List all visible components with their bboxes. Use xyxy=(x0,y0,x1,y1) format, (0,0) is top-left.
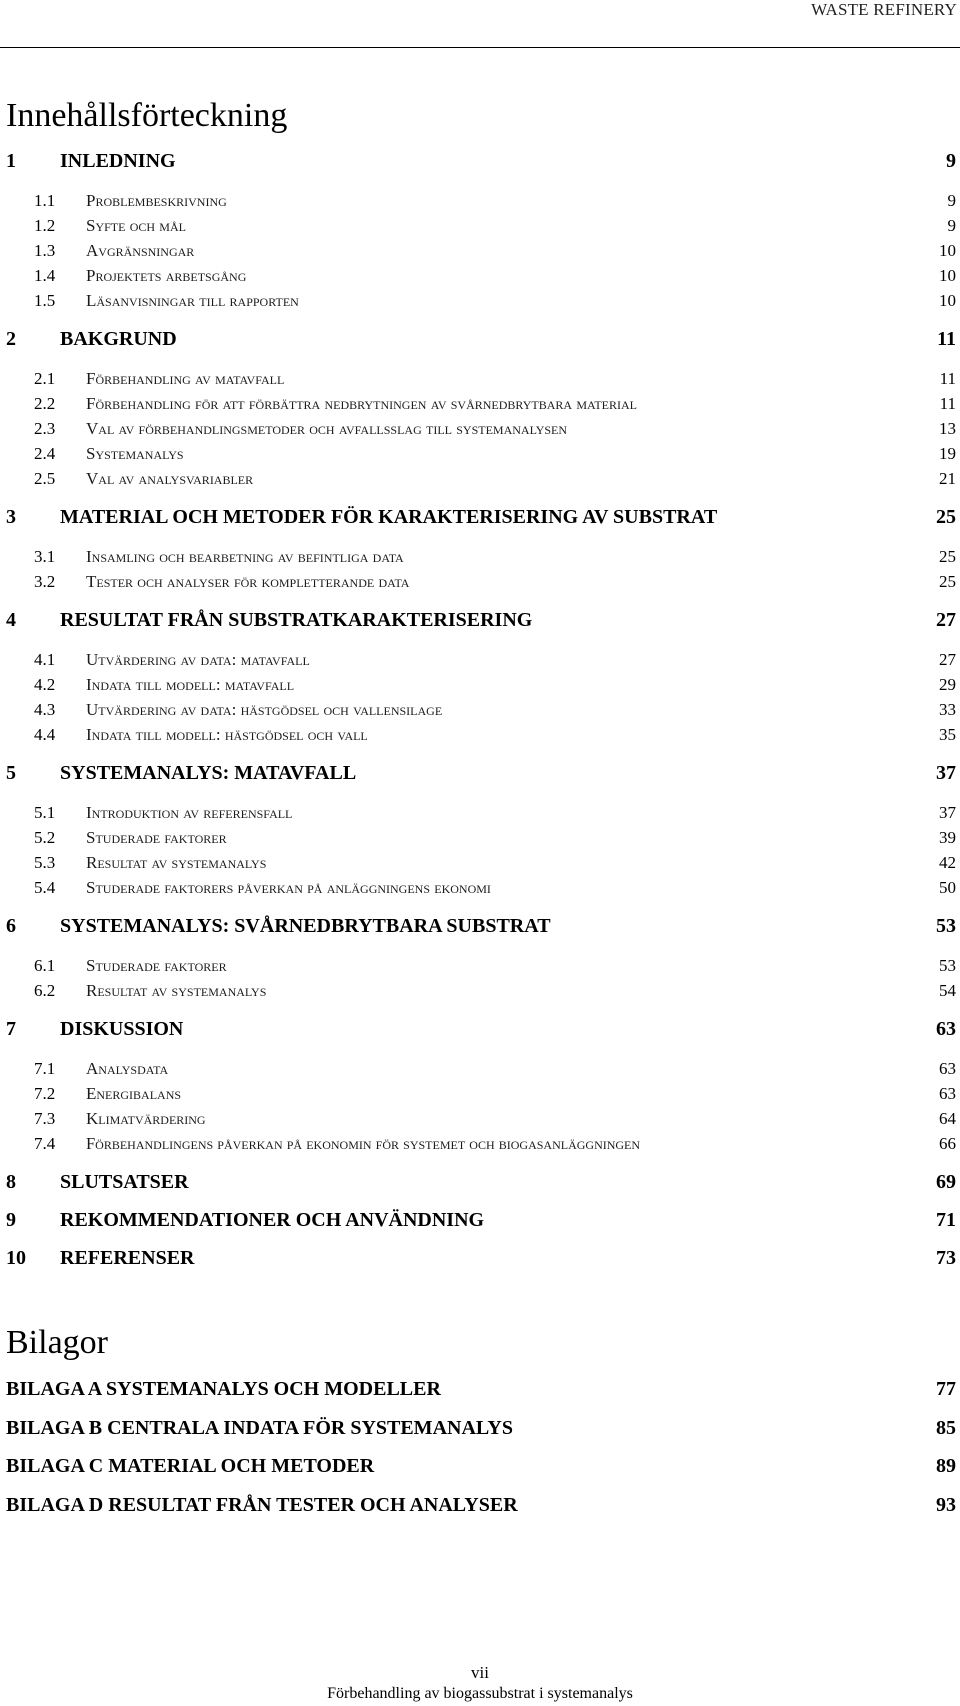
section-page: 50 xyxy=(939,878,956,897)
section-title: Läsanvisningar till rapporten xyxy=(86,291,299,310)
toc-chapter-4[interactable] xyxy=(0,607,960,633)
section-title: Indata till modell: hästgödsel och vall xyxy=(86,725,368,744)
toc-chapter-9[interactable] xyxy=(0,1207,960,1233)
toc-section-4-1[interactable] xyxy=(0,647,960,673)
chapter-page: 25 xyxy=(936,506,956,528)
section-page: 27 xyxy=(939,650,956,669)
toc-section-7-3[interactable] xyxy=(0,1106,960,1132)
toc-section-3-2[interactable] xyxy=(0,569,960,595)
chapter-page: 69 xyxy=(936,1171,956,1193)
section-page: 25 xyxy=(939,572,956,591)
chapter-title: REFERENSER xyxy=(60,1247,195,1269)
toc-section-2-5[interactable] xyxy=(0,466,960,492)
toc-section-5-1[interactable] xyxy=(0,800,960,826)
toc-section-5-3[interactable] xyxy=(0,850,960,876)
chapter-page: 73 xyxy=(936,1247,956,1269)
chapter-title: DISKUSSION xyxy=(60,1018,184,1040)
chapter-page: 9 xyxy=(946,150,956,172)
section-page: 11 xyxy=(939,394,956,413)
section-number: 3.1 xyxy=(34,547,56,566)
chapter-number: 10 xyxy=(6,1247,26,1269)
section-title: Val av förbehandlingsmetoder och avfallsslag till systemanalysen xyxy=(86,419,568,438)
section-page: 11 xyxy=(939,369,956,388)
chapter-title: MATERIAL OCH METODER FÖR KARAKTERISERING AV SUBSTRAT xyxy=(60,506,718,528)
section-title: Indata till modell: matavfall xyxy=(86,675,295,694)
toc-section-6-1[interactable] xyxy=(0,953,960,979)
section-page: 54 xyxy=(939,981,956,1000)
appendices-heading: Bilagor xyxy=(6,1324,108,1361)
section-page: 29 xyxy=(939,675,956,694)
toc-section-1-5[interactable] xyxy=(0,288,960,314)
section-number: 3.2 xyxy=(34,572,56,591)
chapter-number: 2 xyxy=(6,328,16,350)
section-title: Problembeskrivning xyxy=(86,191,227,210)
toc-section-4-4[interactable] xyxy=(0,722,960,748)
section-page: 39 xyxy=(939,828,956,847)
section-page: 66 xyxy=(939,1134,956,1153)
section-title: Projektets arbetsgång xyxy=(86,266,247,285)
toc-section-3-1[interactable] xyxy=(0,544,960,570)
section-page: 35 xyxy=(939,725,956,744)
appendix-page: 93 xyxy=(936,1494,956,1516)
section-number: 1.4 xyxy=(34,266,56,285)
section-title: Utvärdering av data: hästgödsel och vallensilage xyxy=(86,700,443,719)
section-title: Utvärdering av data: matavfall xyxy=(86,650,310,669)
section-title: Tester och analyser för kompletterande data xyxy=(86,572,410,591)
section-title: Systemanalys xyxy=(86,444,184,463)
toc-appendix-b[interactable] xyxy=(0,1415,960,1441)
section-page: 33 xyxy=(939,700,956,719)
chapter-title: INLEDNING xyxy=(60,150,176,172)
chapter-page: 71 xyxy=(936,1209,956,1231)
toc-section-6-2[interactable] xyxy=(0,978,960,1004)
toc-chapter-2[interactable] xyxy=(0,326,960,352)
section-page: 37 xyxy=(939,803,956,822)
toc-appendix-d[interactable] xyxy=(0,1492,960,1518)
section-title: Resultat av systemanalys xyxy=(86,853,267,872)
toc-section-1-1[interactable] xyxy=(0,188,960,214)
section-page: 10 xyxy=(939,266,956,285)
chapter-title: SYSTEMANALYS: MATAVFALL xyxy=(60,762,357,784)
section-title: Studerade faktorers påverkan på anläggningens ekonomi xyxy=(86,878,491,897)
toc-section-4-2[interactable] xyxy=(0,672,960,698)
toc-section-2-4[interactable] xyxy=(0,441,960,467)
chapter-page: 53 xyxy=(936,915,956,937)
section-title: Klimatvärdering xyxy=(86,1109,206,1128)
toc-section-7-1[interactable] xyxy=(0,1056,960,1082)
section-number: 7.3 xyxy=(34,1109,56,1128)
chapter-title: RESULTAT FRÅN SUBSTRATKARAKTERISERING xyxy=(60,609,533,631)
toc-section-2-2[interactable] xyxy=(0,391,960,417)
section-number: 4.1 xyxy=(34,650,56,669)
running-header: WASTE REFINERY xyxy=(811,0,957,19)
section-number: 1.3 xyxy=(34,241,56,260)
section-page: 53 xyxy=(939,956,956,975)
section-number: 1.1 xyxy=(34,191,56,210)
toc-appendix-a[interactable] xyxy=(0,1376,960,1402)
section-title: Introduktion av referensfall xyxy=(86,803,293,822)
section-number: 2.3 xyxy=(34,419,56,438)
chapter-number: 3 xyxy=(6,506,16,528)
section-number: 6.2 xyxy=(34,981,56,1000)
toc-chapter-7[interactable] xyxy=(0,1016,960,1042)
section-number: 2.4 xyxy=(34,444,56,463)
section-number: 7.2 xyxy=(34,1084,56,1103)
section-title: Energibalans xyxy=(86,1084,182,1103)
section-number: 1.2 xyxy=(34,216,56,235)
section-number: 7.4 xyxy=(34,1134,56,1153)
section-number: 1.5 xyxy=(34,291,56,310)
section-title: Studerade faktorer xyxy=(86,828,227,847)
section-number: 5.4 xyxy=(34,878,56,897)
chapter-number: 1 xyxy=(6,150,16,172)
section-title: Förbehandling för att förbättra nedbrytningen av svårnedbrytbara material xyxy=(86,394,638,413)
section-page: 63 xyxy=(939,1084,956,1103)
section-title: Förbehandlingens påverkan på ekonomin för systemet och biogasanläggningen xyxy=(86,1134,641,1153)
appendix-title: BILAGA D RESULTAT FRÅN TESTER OCH ANALYSER xyxy=(6,1494,518,1516)
chapter-page: 11 xyxy=(937,328,956,350)
toc-section-5-2[interactable] xyxy=(0,825,960,851)
toc-section-4-3[interactable] xyxy=(0,697,960,723)
section-number: 2.1 xyxy=(34,369,56,388)
chapter-title: SLUTSATSER xyxy=(60,1171,189,1193)
chapter-page: 37 xyxy=(936,762,956,784)
section-title: Studerade faktorer xyxy=(86,956,227,975)
section-number: 5.3 xyxy=(34,853,56,872)
section-page: 13 xyxy=(939,419,956,438)
chapter-number: 4 xyxy=(6,609,16,631)
section-number: 7.1 xyxy=(34,1059,56,1078)
section-number: 5.1 xyxy=(34,803,56,822)
section-number: 2.5 xyxy=(34,469,56,488)
chapter-number: 5 xyxy=(6,762,16,784)
section-title: Resultat av systemanalys xyxy=(86,981,267,1000)
chapter-title: SYSTEMANALYS: SVÅRNEDBRYTBARA SUBSTRAT xyxy=(60,915,551,937)
header-divider xyxy=(0,47,960,48)
section-title: Val av analysvariabler xyxy=(86,469,254,488)
section-number: 4.3 xyxy=(34,700,56,719)
chapter-number: 6 xyxy=(6,915,16,937)
section-title: Förbehandling av matavfall xyxy=(86,369,285,388)
section-title: Avgränsningar xyxy=(86,241,195,260)
section-number: 6.1 xyxy=(34,956,56,975)
toc-section-5-4[interactable] xyxy=(0,875,960,901)
section-page: 19 xyxy=(939,444,956,463)
section-number: 4.2 xyxy=(34,675,56,694)
toc-chapter-3[interactable] xyxy=(0,504,960,530)
chapter-number: 9 xyxy=(6,1209,16,1231)
page-number: vii xyxy=(471,1663,489,1682)
section-number: 2.2 xyxy=(34,394,56,413)
toc-chapter-8[interactable] xyxy=(0,1169,960,1195)
toc-section-2-3[interactable] xyxy=(0,416,960,442)
toc-section-7-4[interactable] xyxy=(0,1131,960,1157)
toc-appendix-c[interactable] xyxy=(0,1453,960,1479)
toc-section-7-2[interactable] xyxy=(0,1081,960,1107)
appendix-title: BILAGA A SYSTEMANALYS OCH MODELLER xyxy=(6,1378,441,1400)
chapter-number: 8 xyxy=(6,1171,16,1193)
section-page: 10 xyxy=(939,291,956,310)
section-page: 9 xyxy=(947,191,956,210)
section-page: 9 xyxy=(947,216,956,235)
section-title: Analysdata xyxy=(86,1059,169,1078)
toc-section-1-2[interactable] xyxy=(0,213,960,239)
appendix-page: 77 xyxy=(936,1378,956,1400)
chapter-title: BAKGRUND xyxy=(60,328,177,350)
toc-chapter-10[interactable] xyxy=(0,1245,960,1271)
section-title: Syfte och mål xyxy=(86,216,186,235)
chapter-page: 27 xyxy=(936,609,956,631)
appendix-page: 89 xyxy=(936,1455,956,1477)
appendix-page: 85 xyxy=(936,1417,956,1439)
section-number: 4.4 xyxy=(34,725,56,744)
toc-section-1-4[interactable] xyxy=(0,263,960,289)
toc-section-2-1[interactable] xyxy=(0,366,960,392)
toc-chapter-5[interactable] xyxy=(0,760,960,786)
chapter-title: REKOMMENDATIONER OCH ANVÄNDNING xyxy=(60,1209,485,1231)
section-number: 5.2 xyxy=(34,828,56,847)
section-page: 63 xyxy=(939,1059,956,1078)
section-page: 64 xyxy=(939,1109,956,1128)
section-page: 42 xyxy=(939,853,956,872)
footer-document-title: Förbehandling av biogassubstrat i systemanalys xyxy=(327,1685,633,1702)
section-page: 10 xyxy=(939,241,956,260)
section-page: 21 xyxy=(939,469,956,488)
toc-heading: Innehållsförteckning xyxy=(6,97,288,134)
section-page: 25 xyxy=(939,547,956,566)
toc-chapter-1[interactable] xyxy=(0,148,960,174)
appendix-title: BILAGA B CENTRALA INDATA FÖR SYSTEMANALYS xyxy=(6,1417,513,1439)
chapter-number: 7 xyxy=(6,1018,16,1040)
toc-section-1-3[interactable] xyxy=(0,238,960,264)
section-title: Insamling och bearbetning av befintliga data xyxy=(86,547,404,566)
appendix-title: BILAGA C MATERIAL OCH METODER xyxy=(6,1455,375,1477)
chapter-page: 63 xyxy=(936,1018,956,1040)
toc-chapter-6[interactable] xyxy=(0,913,960,939)
